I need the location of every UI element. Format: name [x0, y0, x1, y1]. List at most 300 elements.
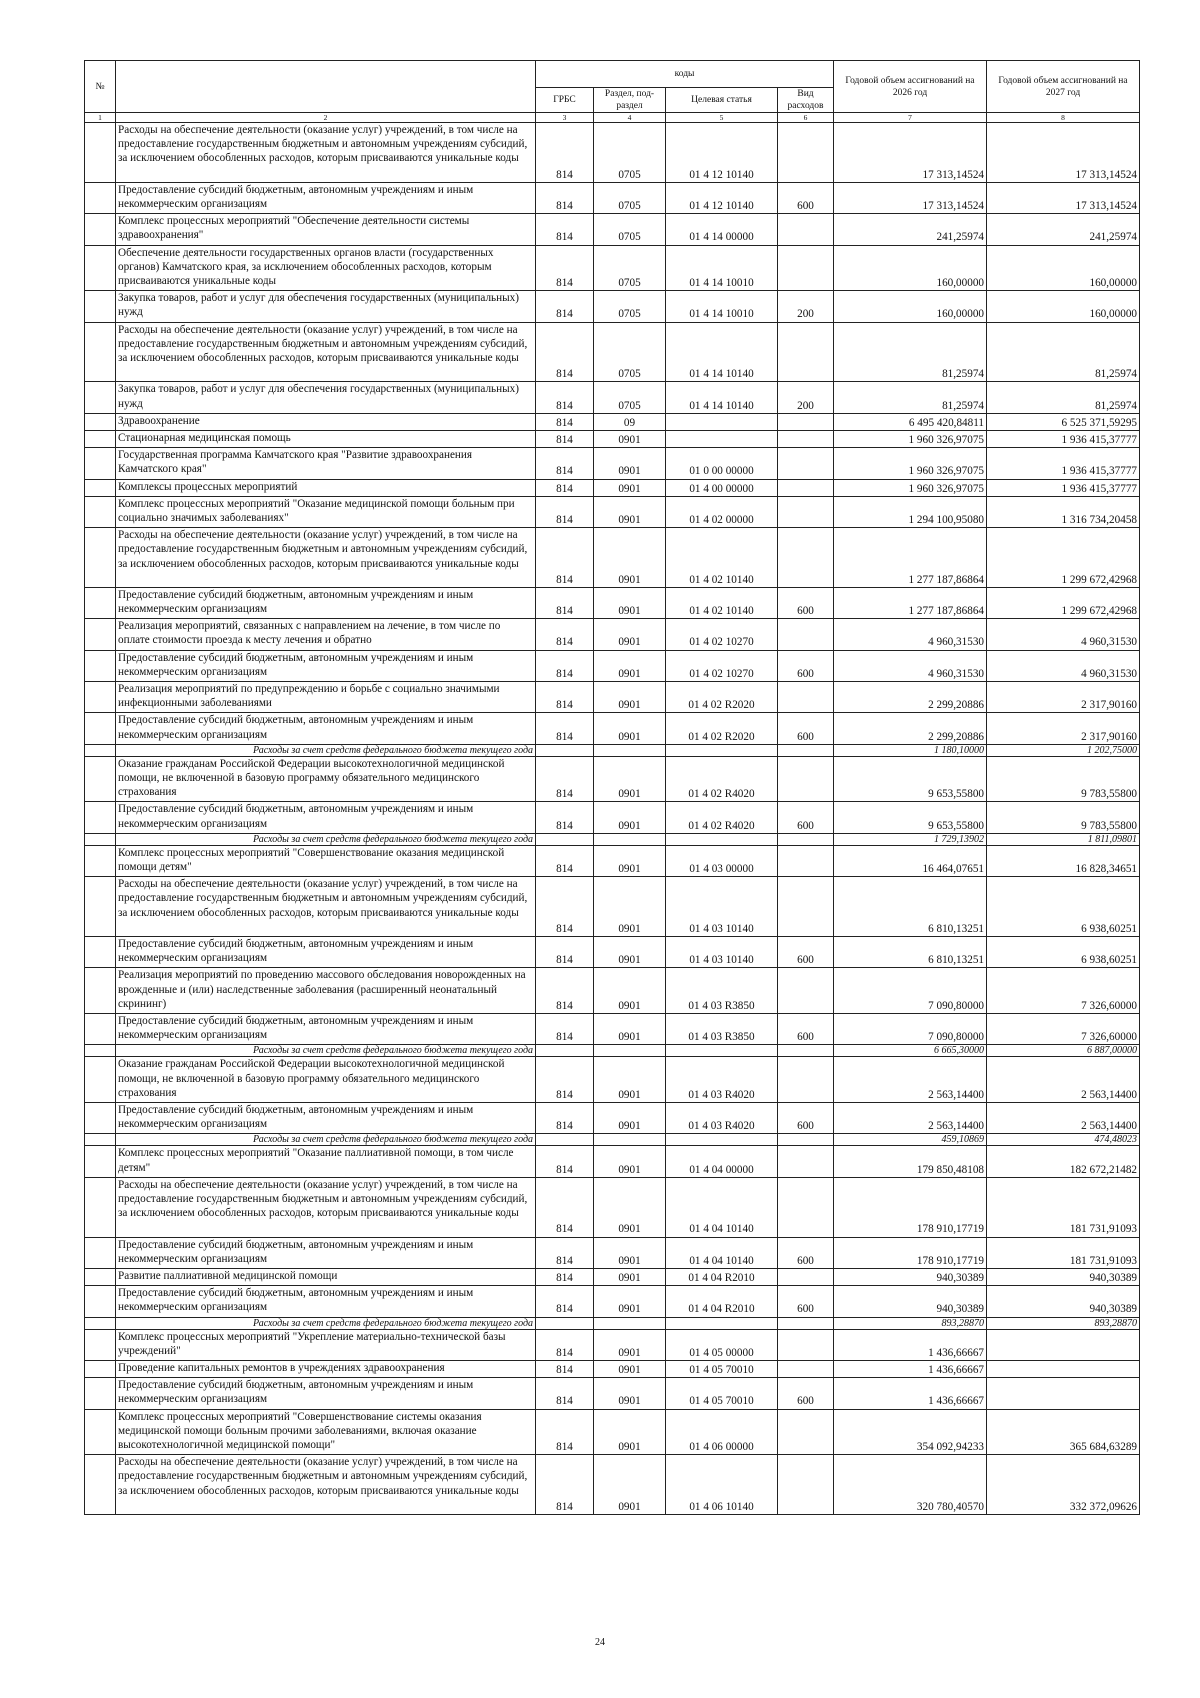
table-row	[85, 322, 1140, 382]
cell-target: 01 4 05 00000	[666, 1329, 778, 1360]
cell-grbs: 814	[536, 413, 594, 430]
cell-v2027: 16 828,34651	[987, 845, 1140, 876]
cell-num	[85, 937, 116, 968]
cell-grbs: 814	[536, 1455, 594, 1515]
cell-name: Закупка товаров, работ и услуг для обеспечения государственных (муниципальных) нужд	[116, 382, 536, 413]
cell-section: 0901	[594, 1378, 666, 1409]
cell-v2027: 7 326,60000	[987, 1014, 1140, 1045]
cell-v2026: 179 850,48108	[834, 1146, 987, 1177]
cell-target	[666, 413, 778, 430]
cell-exp	[778, 1177, 834, 1237]
cell-exp	[778, 682, 834, 713]
cell-v2026: 2 299,20886	[834, 713, 987, 744]
cell-section	[594, 1045, 666, 1057]
cell-grbs: 814	[536, 1146, 594, 1177]
cell-target: 01 4 14 10140	[666, 382, 778, 413]
cell-section: 0901	[594, 1102, 666, 1133]
cell-name: Предоставление субсидий бюджетным, автономным учреждениям и иным некоммерческим организациям	[116, 802, 536, 833]
cell-name: Стационарная медицинская помощь	[116, 430, 536, 447]
cell-grbs	[536, 1317, 594, 1329]
cell-section: 0705	[594, 182, 666, 213]
cell-num	[85, 713, 116, 744]
cell-v2026: 17 313,14524	[834, 123, 987, 183]
cell-section	[594, 833, 666, 845]
cell-v2027: 4 960,31530	[987, 619, 1140, 650]
cell-name: Закупка товаров, работ и услуг для обеспечения государственных (муниципальных) нужд	[116, 291, 536, 322]
cell-exp	[778, 322, 834, 382]
cell-target: 01 4 04 10140	[666, 1237, 778, 1268]
cell-target	[666, 833, 778, 845]
table-row	[85, 448, 1140, 479]
cell-v2026: 2 299,20886	[834, 682, 987, 713]
cell-section: 0705	[594, 382, 666, 413]
cell-name: Комплекс процессных мероприятий "Обеспечение деятельности системы здравоохранения"	[116, 214, 536, 245]
cell-v2027: 2 317,90160	[987, 682, 1140, 713]
cell-name: Предоставление субсидий бюджетным, автономным учреждениям и иным некоммерческим организациям	[116, 1286, 536, 1317]
cell-grbs: 814	[536, 845, 594, 876]
cell-num	[85, 1268, 116, 1285]
cell-target: 01 4 03 10140	[666, 937, 778, 968]
cell-section: 0901	[594, 1014, 666, 1045]
cell-num	[85, 802, 116, 833]
cell-num	[85, 1177, 116, 1237]
cell-exp	[778, 756, 834, 802]
cell-exp: 600	[778, 1237, 834, 1268]
cell-exp	[778, 1455, 834, 1515]
cell-name: Оказание гражданам Российской Федерации высокотехнологичной медицинской помощи, не включенной в базовую программу обязательного медицинского страхования	[116, 756, 536, 802]
table-row	[85, 430, 1140, 447]
cell-section: 0901	[594, 430, 666, 447]
cell-target: 01 4 06 10140	[666, 1455, 778, 1515]
table-row	[85, 496, 1140, 527]
cell-grbs: 814	[536, 214, 594, 245]
cell-grbs: 814	[536, 182, 594, 213]
cell-name: Расходы на обеспечение деятельности (оказание услуг) учреждений, в том числе на предоставление государственным бюджетным и автономным учреждениям субсидий, за исключением обособленных расходов, которым присваиваются уникальные коды	[116, 877, 536, 937]
cell-grbs	[536, 1045, 594, 1057]
cell-section: 0705	[594, 322, 666, 382]
cell-num	[85, 1378, 116, 1409]
table-row	[85, 877, 1140, 937]
cell-v2026: 4 960,31530	[834, 619, 987, 650]
cell-v2026: 4 960,31530	[834, 650, 987, 681]
cell-section: 0901	[594, 479, 666, 496]
cell-v2026: 7 090,80000	[834, 1014, 987, 1045]
cell-section: 0901	[594, 1057, 666, 1103]
cell-grbs: 814	[536, 682, 594, 713]
cell-grbs: 814	[536, 1102, 594, 1133]
table-row	[85, 123, 1140, 183]
cell-v2027: 181 731,91093	[987, 1177, 1140, 1237]
cell-section: 0901	[594, 1268, 666, 1285]
cell-name: Здравоохранение	[116, 413, 536, 430]
cell-target	[666, 1134, 778, 1146]
cell-num	[85, 1146, 116, 1177]
cell-grbs	[536, 744, 594, 756]
cell-exp: 600	[778, 1378, 834, 1409]
cell-grbs: 814	[536, 1057, 594, 1103]
cell-target: 01 4 05 70010	[666, 1360, 778, 1377]
cell-v2026: 354 092,94233	[834, 1409, 987, 1455]
cell-v2027: 182 672,21482	[987, 1146, 1140, 1177]
cell-num	[85, 587, 116, 618]
colnum-2: 2	[116, 113, 536, 123]
cell-grbs: 814	[536, 937, 594, 968]
cell-exp	[778, 845, 834, 876]
cell-grbs: 814	[536, 877, 594, 937]
cell-num	[85, 448, 116, 479]
federal-budget-subrow	[85, 1045, 1140, 1057]
cell-v2026: 1 436,66667	[834, 1378, 987, 1409]
cell-name: Расходы на обеспечение деятельности (оказание услуг) учреждений, в том числе на предоставление государственным бюджетным и автономным учреждениям субсидий, за исключением обособленных расходов, которым присваиваются уникальные коды	[116, 123, 536, 183]
cell-v2026: 1 294 100,95080	[834, 496, 987, 527]
cell-name: Предоставление субсидий бюджетным, автономным учреждениям и иным некоммерческим организациям	[116, 587, 536, 618]
cell-name: Расходы за счет средств федерального бюджета текущего года	[116, 1045, 536, 1057]
cell-num	[85, 682, 116, 713]
cell-target: 01 4 03 R3850	[666, 1014, 778, 1045]
cell-v2026: 178 910,17719	[834, 1237, 987, 1268]
cell-grbs: 814	[536, 650, 594, 681]
cell-exp	[778, 1134, 834, 1146]
cell-name: Предоставление субсидий бюджетным, автономным учреждениям и иным некоммерческим организациям	[116, 1378, 536, 1409]
col-2026-header: Годовой объем ассигнований на 2026 год	[834, 61, 987, 113]
cell-v2027: 81,25974	[987, 382, 1140, 413]
cell-section: 0901	[594, 877, 666, 937]
cell-v2026: 940,30389	[834, 1268, 987, 1285]
cell-target	[666, 1317, 778, 1329]
cell-v2027: 1 299 672,42968	[987, 587, 1140, 618]
cell-exp	[778, 496, 834, 527]
table-row	[85, 1268, 1140, 1285]
cell-num	[85, 1455, 116, 1515]
cell-v2027: 7 326,60000	[987, 968, 1140, 1014]
cell-grbs: 814	[536, 479, 594, 496]
cell-grbs: 814	[536, 322, 594, 382]
cell-num	[85, 382, 116, 413]
cell-name: Реализация мероприятий, связанных с направлением на лечение, в том числе по оплате стоимости проезда к месту лечения и обратно	[116, 619, 536, 650]
cell-exp	[778, 1329, 834, 1360]
cell-exp	[778, 833, 834, 845]
table-row	[85, 1286, 1140, 1317]
col-num-header: №	[85, 61, 116, 113]
federal-budget-subrow	[85, 1134, 1140, 1146]
cell-grbs: 814	[536, 1360, 594, 1377]
cell-section	[594, 744, 666, 756]
cell-num	[85, 1360, 116, 1377]
cell-exp	[778, 744, 834, 756]
cell-grbs: 814	[536, 1409, 594, 1455]
cell-grbs: 814	[536, 1329, 594, 1360]
cell-section: 09	[594, 413, 666, 430]
cell-target: 01 4 02 10270	[666, 619, 778, 650]
cell-target	[666, 744, 778, 756]
cell-name: Комплекс процессных мероприятий "Совершенствование оказания медицинской помощи детям"	[116, 845, 536, 876]
cell-name: Расходы за счет средств федерального бюджета текущего года	[116, 833, 536, 845]
cell-name: Расходы за счет средств федерального бюджета текущего года	[116, 744, 536, 756]
cell-name: Комплекс процессных мероприятий "Оказание паллиативной помощи, в том числе детям"	[116, 1146, 536, 1177]
cell-name: Расходы на обеспечение деятельности (оказание услуг) учреждений, в том числе на предоставление государственным бюджетным и автономным учреждениям субсидий, за исключением обособленных расходов, которым присваиваются уникальные коды	[116, 322, 536, 382]
table-row	[85, 1409, 1140, 1455]
colnum-6: 6	[778, 113, 834, 123]
column-number-row	[85, 113, 1140, 123]
cell-num	[85, 413, 116, 430]
cell-num	[85, 1057, 116, 1103]
cell-v2027: 181 731,91093	[987, 1237, 1140, 1268]
cell-v2026: 1 960 326,97075	[834, 448, 987, 479]
cell-target: 01 4 03 10140	[666, 877, 778, 937]
cell-grbs: 814	[536, 123, 594, 183]
cell-num	[85, 479, 116, 496]
table-row	[85, 845, 1140, 876]
cell-section: 0901	[594, 802, 666, 833]
cell-num	[85, 182, 116, 213]
cell-section: 0901	[594, 968, 666, 1014]
table-row	[85, 587, 1140, 618]
table-row	[85, 1378, 1140, 1409]
budget-table	[84, 60, 1140, 1515]
cell-v2027: 9 783,55800	[987, 802, 1140, 833]
cell-section: 0901	[594, 496, 666, 527]
cell-grbs: 814	[536, 756, 594, 802]
cell-grbs: 814	[536, 1268, 594, 1285]
table-row	[85, 1102, 1140, 1133]
cell-v2026: 940,30389	[834, 1286, 987, 1317]
cell-target: 01 4 02 10140	[666, 587, 778, 618]
cell-v2026: 1 436,66667	[834, 1360, 987, 1377]
cell-target: 01 4 14 10010	[666, 245, 778, 291]
cell-grbs: 814	[536, 1177, 594, 1237]
cell-num	[85, 1102, 116, 1133]
cell-v2026: 17 313,14524	[834, 182, 987, 213]
cell-v2026: 9 653,55800	[834, 756, 987, 802]
colnum-1: 1	[85, 113, 116, 123]
cell-v2027: 6 938,60251	[987, 937, 1140, 968]
cell-v2027: 2 563,14400	[987, 1102, 1140, 1133]
cell-v2027: 1 936 415,37777	[987, 430, 1140, 447]
cell-grbs: 814	[536, 587, 594, 618]
cell-target: 01 4 03 R4020	[666, 1057, 778, 1103]
cell-v2026: 160,00000	[834, 245, 987, 291]
cell-exp: 600	[778, 713, 834, 744]
cell-name: Оказание гражданам Российской Федерации высокотехнологичной медицинской помощи, не включенной в базовую программу обязательного медицинского страхования	[116, 1057, 536, 1103]
cell-target: 01 4 02 10140	[666, 528, 778, 588]
cell-section: 0901	[594, 1146, 666, 1177]
cell-section: 0901	[594, 1286, 666, 1317]
cell-section: 0901	[594, 845, 666, 876]
cell-grbs: 814	[536, 1014, 594, 1045]
cell-exp	[778, 214, 834, 245]
cell-exp	[778, 1057, 834, 1103]
cell-v2027: 17 313,14524	[987, 182, 1140, 213]
table-row	[85, 1177, 1140, 1237]
cell-target: 01 4 02 R2020	[666, 682, 778, 713]
cell-v2026: 9 653,55800	[834, 802, 987, 833]
cell-v2026: 1 729,13902	[834, 833, 987, 845]
page-number: 24	[595, 1637, 605, 1648]
cell-num	[85, 968, 116, 1014]
cell-section: 0901	[594, 1409, 666, 1455]
cell-v2027: 6 525 371,59295	[987, 413, 1140, 430]
cell-num	[85, 1409, 116, 1455]
cell-v2027: 332 372,09626	[987, 1455, 1140, 1515]
cell-target: 01 4 06 00000	[666, 1409, 778, 1455]
cell-num	[85, 1014, 116, 1045]
cell-exp	[778, 448, 834, 479]
cell-section: 0901	[594, 448, 666, 479]
cell-exp	[778, 1268, 834, 1285]
table-row	[85, 214, 1140, 245]
table-row	[85, 479, 1140, 496]
cell-section: 0901	[594, 528, 666, 588]
cell-section	[594, 1134, 666, 1146]
table-row	[85, 413, 1140, 430]
table-row	[85, 291, 1140, 322]
cell-num	[85, 528, 116, 588]
cell-name: Расходы за счет средств федерального бюджета текущего года	[116, 1317, 536, 1329]
cell-num	[85, 845, 116, 876]
cell-v2027	[987, 1360, 1140, 1377]
cell-grbs: 814	[536, 1378, 594, 1409]
cell-exp: 600	[778, 937, 834, 968]
cell-grbs: 814	[536, 968, 594, 1014]
cell-target: 01 4 04 R2010	[666, 1286, 778, 1317]
cell-grbs: 814	[536, 382, 594, 413]
cell-v2027: 2 317,90160	[987, 713, 1140, 744]
cell-name: Комплекс процессных мероприятий "Укрепление материально-технической базы учреждений"	[116, 1329, 536, 1360]
cell-section: 0901	[594, 713, 666, 744]
cell-target: 01 4 02 R4020	[666, 756, 778, 802]
cell-num	[85, 245, 116, 291]
cell-name: Комплексы процессных мероприятий	[116, 479, 536, 496]
cell-num	[85, 1286, 116, 1317]
cell-num	[85, 1045, 116, 1057]
cell-v2027: 940,30389	[987, 1268, 1140, 1285]
cell-v2027	[987, 1378, 1140, 1409]
table-row	[85, 1146, 1140, 1177]
cell-v2027: 474,48023	[987, 1134, 1140, 1146]
colnum-7: 7	[834, 113, 987, 123]
cell-name: Реализация мероприятий по предупреждению и борьбе с социально значимыми инфекционными заболеваниями	[116, 682, 536, 713]
table-row	[85, 756, 1140, 802]
budget-rows	[85, 123, 1140, 1515]
colnum-8: 8	[987, 113, 1140, 123]
cell-target: 01 4 04 R2010	[666, 1268, 778, 1285]
cell-grbs: 814	[536, 1237, 594, 1268]
cell-target: 01 4 02 R4020	[666, 802, 778, 833]
cell-v2026: 81,25974	[834, 322, 987, 382]
cell-name: Проведение капитальных ремонтов в учреждениях здравоохранения	[116, 1360, 536, 1377]
cell-v2027: 1 202,75000	[987, 744, 1140, 756]
cell-exp	[778, 430, 834, 447]
col-2027-header: Годовой объем ассигнований на 2027 год	[987, 61, 1140, 113]
table-row	[85, 382, 1140, 413]
cell-exp: 600	[778, 1014, 834, 1045]
cell-v2027: 241,25974	[987, 214, 1140, 245]
cell-name: Расходы за счет средств федерального бюджета текущего года	[116, 1134, 536, 1146]
cell-v2027: 1 316 734,20458	[987, 496, 1140, 527]
cell-grbs: 814	[536, 430, 594, 447]
cell-grbs	[536, 833, 594, 845]
cell-grbs	[536, 1134, 594, 1146]
cell-num	[85, 214, 116, 245]
colnum-5: 5	[666, 113, 778, 123]
cell-v2026: 1 436,66667	[834, 1329, 987, 1360]
cell-grbs: 814	[536, 802, 594, 833]
cell-v2026: 178 910,17719	[834, 1177, 987, 1237]
table-row	[85, 682, 1140, 713]
cell-section: 0901	[594, 1177, 666, 1237]
cell-exp	[778, 1360, 834, 1377]
cell-exp	[778, 245, 834, 291]
table-row	[85, 713, 1140, 744]
cell-exp	[778, 479, 834, 496]
cell-name: Расходы на обеспечение деятельности (оказание услуг) учреждений, в том числе на предоставление государственным бюджетным и автономным учреждениям субсидий, за исключением обособленных расходов, которым присваиваются уникальные коды	[116, 1455, 536, 1515]
cell-num	[85, 1134, 116, 1146]
cell-num	[85, 877, 116, 937]
table-row	[85, 619, 1140, 650]
cell-num	[85, 1237, 116, 1268]
table-row	[85, 802, 1140, 833]
cell-name: Комплекс процессных мероприятий "Оказание медицинской помощи больным при социально значимых заболеваниях"	[116, 496, 536, 527]
cell-name: Реализация мероприятий по проведению массового обследования новорожденных на врожденные и (или) наследственные заболевания (расширенный неонатальный скрининг)	[116, 968, 536, 1014]
cell-grbs: 814	[536, 245, 594, 291]
cell-section: 0901	[594, 1237, 666, 1268]
cell-exp	[778, 1045, 834, 1057]
cell-exp: 600	[778, 1102, 834, 1133]
cell-exp	[778, 877, 834, 937]
cell-v2026: 6 810,13251	[834, 937, 987, 968]
col-section-header: Раздел, под-раздел	[594, 88, 666, 113]
header-row-top	[85, 61, 1140, 88]
cell-name: Предоставление субсидий бюджетным, автономным учреждениям и иным некоммерческим организациям	[116, 182, 536, 213]
cell-target: 01 4 04 00000	[666, 1146, 778, 1177]
cell-target	[666, 430, 778, 447]
cell-exp	[778, 528, 834, 588]
cell-v2027: 81,25974	[987, 322, 1140, 382]
cell-section: 0705	[594, 214, 666, 245]
cell-num	[85, 496, 116, 527]
cell-num	[85, 291, 116, 322]
cell-section: 0705	[594, 123, 666, 183]
cell-section: 0901	[594, 1329, 666, 1360]
cell-section: 0901	[594, 619, 666, 650]
cell-section: 0901	[594, 1455, 666, 1515]
cell-name: Предоставление субсидий бюджетным, автономным учреждениям и иным некоммерческим организациям	[116, 937, 536, 968]
table-row	[85, 528, 1140, 588]
cell-target: 01 4 03 R3850	[666, 968, 778, 1014]
table-row	[85, 1057, 1140, 1103]
cell-v2026: 16 464,07651	[834, 845, 987, 876]
table-row	[85, 968, 1140, 1014]
cell-target: 01 4 04 10140	[666, 1177, 778, 1237]
cell-section: 0901	[594, 756, 666, 802]
table-row	[85, 937, 1140, 968]
col-name-header	[116, 61, 536, 113]
cell-exp	[778, 1146, 834, 1177]
cell-target: 01 4 14 10140	[666, 322, 778, 382]
cell-exp: 600	[778, 1286, 834, 1317]
cell-exp	[778, 968, 834, 1014]
cell-v2027: 365 684,63289	[987, 1409, 1140, 1455]
cell-v2026: 241,25974	[834, 214, 987, 245]
cell-grbs: 814	[536, 528, 594, 588]
cell-v2027: 160,00000	[987, 291, 1140, 322]
cell-section: 0901	[594, 1360, 666, 1377]
cell-grbs: 814	[536, 291, 594, 322]
cell-target: 01 4 14 10010	[666, 291, 778, 322]
cell-v2027: 1 936 415,37777	[987, 479, 1140, 496]
federal-budget-subrow	[85, 744, 1140, 756]
cell-v2026: 1 180,10000	[834, 744, 987, 756]
